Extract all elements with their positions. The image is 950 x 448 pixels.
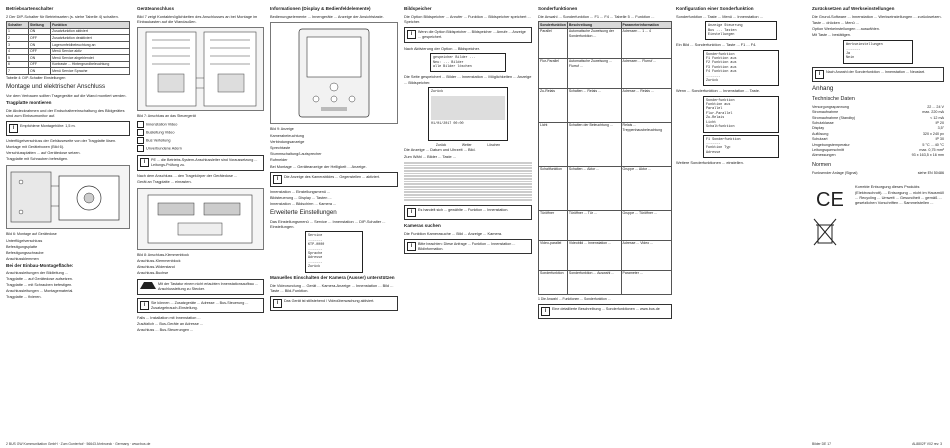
table-caption: Tabelle 4: DIP-Schalter Einstellungen [6, 75, 66, 80]
spec-label: Leitungsquerschnitt [812, 148, 844, 153]
display-line: Funktion aus [706, 103, 731, 108]
menu-line: ------- [308, 247, 323, 252]
tech-title: Technische Daten [812, 95, 855, 102]
list-item: Montage mit Geräteboxen (Bild 6). [6, 145, 65, 150]
body-text: Bedienungselemente ... Innengeräte ... Anzeige der Ansichtstaste. [270, 14, 384, 19]
table-row [539, 88, 672, 122]
cell: Lagerumfeldbeleuchtung an [51, 41, 130, 48]
info-box [538, 304, 672, 319]
cell: Adressen ... 1 ... 4 [621, 28, 671, 58]
table-row [7, 28, 130, 35]
next-label: Weiter [461, 142, 472, 147]
ce-mark-icon [812, 184, 852, 212]
section-heading: Sonderfunktionen [538, 6, 578, 11]
display-line: gespeicher Bilder ... [433, 56, 476, 61]
section-title: Erweiterte Einstellungen [270, 209, 337, 216]
info-icon: i [407, 30, 416, 39]
display-line: Zurück [706, 79, 719, 84]
spec-label: Abmessungen [812, 153, 836, 158]
cell: Gruppe ... Aktor ... [621, 166, 671, 210]
cell: Adresse ... Relais ... [621, 88, 671, 122]
cell: Parallel [539, 28, 568, 58]
table-footnote: 1 Die Anwahl ... Funktionen ... Sonderfunktion ... [538, 296, 611, 301]
display-line: Nein [846, 56, 855, 61]
dip-table [6, 21, 130, 75]
cell: 1 [7, 28, 29, 35]
info-text: PE ... die Betriebs-System-Anschlussleiter sind Voraussetzung ... Leitungs-Prüfung zu. [151, 158, 258, 167]
legend-label: Bus Verteilung [146, 138, 171, 143]
list-item: Zusätzlich ... Bus-Geräte an Adresse ... [137, 322, 204, 327]
spec-value: max. 220 mA [922, 110, 944, 115]
cell: 4 [7, 48, 29, 55]
cell: Parameter ... [621, 270, 671, 294]
cell: Adresse ... Video ... [621, 240, 671, 270]
display-line: F4 Funktion aus [706, 70, 737, 75]
subsection-heading: Kameras suchen [404, 222, 441, 228]
annex-title: Anhang [812, 84, 834, 92]
column-6 [676, 6, 806, 442]
legend-item [137, 137, 264, 144]
info-box [137, 298, 264, 314]
column-5 [538, 6, 672, 442]
figure-caption: Bild 8: Anschluss-Klemmenblock [137, 252, 189, 257]
legend-item: Rufmelder [270, 157, 288, 162]
cell: ON [29, 55, 51, 62]
crossed-bin-icon [812, 217, 838, 247]
list-item: Anschlussleitungen der Bildleitung ... [6, 270, 69, 275]
cell: Zusatzfunktion deaktiviert [51, 35, 130, 42]
legend-item: Anschlussklemmen [6, 256, 39, 261]
spec-label: Display [812, 126, 825, 131]
mounting-figure [6, 165, 130, 229]
display-line: Zurück [431, 89, 444, 94]
display-line: Schaltfunktion [706, 125, 735, 130]
intro-text: 2 Der DIP-Schalter für Betriebsarten (s. siehe Tabelle 4) schalten. [6, 14, 119, 19]
section-heading: Konfiguration einer Sonderfunktion [676, 6, 754, 11]
legend-item: Anschluss-Klemmenblock [137, 259, 181, 264]
display-line: F2 Funktion aus [706, 61, 737, 66]
text-block [404, 162, 532, 202]
svg-text:CE: CE [816, 189, 844, 212]
indoor-station-icon [137, 121, 144, 128]
cell: Gruppe ... Türöffner ... [621, 210, 671, 240]
body-text: Die Grund-Software ... Innenstation ... Werkseinstellungen ... zurücksetzen. [812, 14, 942, 19]
info-box [812, 67, 944, 82]
spec-label: Schutzklasse [812, 121, 834, 126]
cell: Türöffner ... Tür ... [567, 210, 621, 240]
spec-value: siehe EN 50486 [917, 170, 944, 175]
table-row [539, 270, 672, 294]
cell: Automatische Zuweisung der Sonderfunktion ... [567, 28, 621, 58]
display-line: Neu: ... Bilder [433, 60, 464, 65]
specs-list [812, 105, 944, 159]
legend-item: Abschluss-Widerstand [137, 265, 175, 270]
display-line: F1 Sonderfunktion [706, 137, 741, 142]
figure-caption: Bild 7: Anschluss an das Steuergerät [137, 114, 196, 119]
cell: Schalten ... Aktor ... [567, 166, 621, 210]
spec-label: Auflösung [812, 131, 829, 136]
info-icon: i [815, 70, 824, 79]
list-item: Option Werkeinstellungen ... auswählen. [812, 27, 880, 32]
column-1 [6, 6, 130, 444]
cell: Schaltfunktion [539, 166, 568, 210]
figure-caption: Bild 9: Anzeige [270, 127, 294, 132]
warning-text: Mit der Tastatur einem nicht erlaubten Innenstationsaufbau ... Anschlussleitung zu Stecker. [158, 282, 258, 291]
spec-label: Stromaufnahme (Standby) [812, 115, 856, 120]
list-item: Innenstation ... Einstellungsmenü ... [270, 190, 331, 194]
cell: OFF [29, 61, 51, 68]
spec-value: IP 20 [935, 121, 944, 126]
special-functions-table [538, 21, 672, 295]
legend-item [137, 145, 264, 152]
body-text: Das Einstellungsmenü ... Service ... Innenstation ... DIP-Schalter ... Einstellungen. [270, 219, 386, 230]
table-row [539, 28, 672, 58]
display-line: Parallel [706, 107, 723, 112]
info-icon: i [273, 299, 282, 308]
menu-line: Sprache [308, 252, 323, 257]
info-icon: i [407, 208, 416, 217]
page-footer-left: 2 BUS GW Kommunikation GmbH · Zum Gunterhof · 56643 Ahrbrueck · Germany · www.bus.de [6, 442, 151, 446]
list-item: Nach dem Anschluss ... den Tragekörper der Gerätedose ... [137, 173, 238, 178]
reset-display [843, 40, 913, 64]
body-text: Nach Aktivierung der Option ... Bildspeicher. [404, 46, 480, 51]
section-heading: Bildspeicher [404, 6, 432, 11]
section-title: Montage und elektrischer Anschluss [6, 82, 106, 90]
menu-line: Adresse [308, 256, 323, 261]
display-line: F1 Funktion aus [706, 57, 737, 62]
info-box [6, 121, 130, 136]
settings-display [705, 21, 777, 40]
cell: Menü Service abgeblendet [51, 55, 130, 62]
info-box [404, 239, 532, 255]
display-line: Funktion Typ [706, 146, 731, 151]
legend-item: Sprechtaste [270, 145, 291, 150]
info-box [137, 155, 264, 171]
menu-line: Service [308, 234, 323, 239]
body-text: Weitere Sonderfunktionen ... einstellen. [676, 160, 744, 166]
table-row [539, 122, 672, 166]
cell: 6 [7, 61, 29, 68]
table-row [539, 240, 672, 270]
list-item: Mit Taste ... bestätigen. [812, 33, 851, 38]
cell: Türöffner [539, 210, 568, 240]
stored-image-display [428, 87, 508, 141]
cell: Flur-Parallel [539, 58, 568, 88]
cell: Video-parallel [539, 240, 568, 270]
warning-box [137, 279, 264, 295]
function-select-display [703, 96, 779, 133]
body-text: Bild 7 zeigt Kontaktmöglichkeiten des Anschlusses an bei Montage im Einbaukasten auf die Wandaußen. [137, 14, 258, 25]
info-icon: i [140, 158, 149, 167]
column-4 [404, 6, 532, 442]
cell: 7 [7, 68, 29, 75]
info-icon: i [9, 124, 18, 133]
body-text: Vor dem Verbauen sollten Tragegeräte auf die Wand montiert werden. [6, 92, 127, 98]
cell: 5 [7, 55, 29, 62]
display-line: Zu-Relais [706, 116, 725, 121]
legend-item: Kamerabeleuchtung [270, 133, 304, 138]
cell: ON [29, 41, 51, 48]
legend-item: Anschluss-Buchse [137, 271, 169, 276]
bus-distribution-icon [137, 137, 144, 144]
cell: Schalten der Beleuchtung ... [567, 122, 621, 166]
column-7 [812, 6, 944, 442]
function-detail-display [703, 135, 779, 159]
unconnected-wire-icon [137, 145, 144, 152]
legend-item: Befestigungsplatte [6, 244, 38, 249]
info-text: Eine detaillierte Beschreibung ... Sonderfunktionen ... www.bus.de [552, 307, 660, 312]
display-line: Einstellungen [708, 33, 735, 38]
spec-label: Umgebungstemperatur [812, 142, 850, 147]
display-line: Ja [846, 52, 851, 57]
table-row [7, 55, 130, 62]
cell: Relais ... Treppenhausbeleuchtung [621, 122, 671, 166]
device-figure [270, 22, 398, 124]
list-item: Tragplatte ... fixieren. [6, 294, 42, 299]
column-3 [270, 6, 398, 442]
body-text: Die Videorundung ... Gerät ... Kamera-Anzeige ... Innenstation ... Bild ... Taste ... Bild-Funktion. [270, 282, 394, 293]
table-row [7, 48, 130, 55]
spec-value: IP 30 [935, 137, 944, 142]
section-heading: Betriebsartenschalter [6, 6, 54, 11]
spec-label: Schutzart [812, 137, 828, 142]
cell: Schalten ... Relais ... [567, 88, 621, 122]
legend-item: Stummschaltung/Lautsprecher [270, 151, 322, 156]
subsection-heading: Bei der Einbau-Montagefläche: [6, 262, 74, 268]
norms-title: Normen [812, 161, 832, 168]
spec-value: 3,5" [937, 126, 944, 131]
info-box [404, 27, 532, 43]
display-line: Licht [706, 120, 717, 125]
display-line: Anzeige Steuerung [708, 24, 743, 29]
list-item: Innenstation ... Bildschirm ... Kamera ... [270, 202, 337, 206]
back-label: Zurück [435, 142, 447, 147]
list-item: Tragplatte ... mit Schrauben befestigen. [6, 282, 73, 287]
table-row [539, 58, 672, 88]
section-heading: Informationen (Display & Bedienfeldelemente) [270, 6, 371, 11]
list-item: Bildsteuerung ... Display ... Tasten ... [270, 196, 332, 200]
cell: Automatische Zuweisung ... Flurruf ... [567, 58, 621, 88]
disposal-section [812, 184, 944, 252]
info-icon: i [140, 301, 149, 310]
body-text: Die Seite gespeichert ... Bilder ... Innenstation ... Möglichkeiten ... Anzeige ... Bildspeicher. [404, 74, 532, 85]
info-text: Das Gerät ist stillstehend / Videoüberwachung aktiviert. [284, 299, 375, 304]
service-menu-display [305, 231, 363, 272]
cell: Zusatzfunktion aktiviert [51, 28, 130, 35]
table-header: Parameterinformation [621, 22, 671, 29]
page-footer-center: Bilder DE 17 [812, 442, 832, 446]
cell: Zu-Relais [539, 88, 568, 122]
cell: 2 [7, 35, 29, 42]
legend-item [137, 121, 264, 128]
disposal-text: Korrekte Entsorgung dieses Produkts (Elektroschrott). ... Entsorgung ... nicht im Hausmüll ... Recycling ... Umwelt ... Gesundheit ... gemäß ... gesetzlichen Vorschriften ... Sammelstellen ... [855, 184, 944, 205]
subsection-heading: Manuelles Einschalten der Kamera (Ausser) unterstützen [270, 274, 395, 280]
column-2 [137, 6, 264, 442]
info-text: Nach Anwahl der Sonderfunktion ... Innenstation ... Neustart. [826, 69, 926, 74]
table-row [7, 35, 130, 42]
section-heading: Geräteanschluss [137, 6, 175, 11]
display-line: Werkseinstellungen [846, 43, 883, 48]
info-text: Es handelt sich ... gewählte ... Funktion ... Innenstation. [418, 207, 509, 212]
terminal-figure [137, 188, 264, 250]
terminal-illustration [138, 189, 263, 249]
spec-label: Versorgungsspannung [812, 104, 849, 109]
table-row [539, 210, 672, 240]
table-header: Schalter [7, 22, 29, 29]
display-line: F3 Funktion aus [706, 65, 737, 70]
disposal-icons [812, 184, 852, 252]
table-row [7, 61, 130, 68]
display-line: Sonderfunktion [706, 52, 735, 57]
list-item: Verschlussplatten ... auf Gerätedose setzen. [6, 151, 81, 156]
display-line: ------- [846, 47, 861, 52]
list-item: Anschluss ... Bus-Steuerungen ... [137, 328, 194, 333]
spec-value: max. 0,75 mm² [919, 148, 944, 153]
list-item: Unterflügelverschluss der Gehäuseseite von der Tragplatte lösen. [6, 139, 117, 144]
display-line: ------- [706, 141, 721, 146]
list-item: Falls ... Installation mit Innenstation ... [137, 316, 201, 321]
table-header: Sonderfunktion [540, 22, 566, 27]
info-icon: i [273, 175, 282, 184]
mounting-illustration [7, 166, 129, 228]
image-memory-display [430, 53, 506, 72]
cell: Sonderfunktion [539, 270, 568, 294]
table-row [539, 166, 672, 210]
delete-label: Löschen [487, 142, 501, 147]
display-timestamp: 01/01/2017 00:00 [431, 122, 464, 127]
list-item: Taste ... drücken ... Menü ... [812, 21, 859, 26]
cell: ON [29, 68, 51, 75]
cell: OFF [29, 48, 51, 55]
wiring-diagram [138, 28, 263, 110]
cell: Adressen ... Flurruf ... [621, 58, 671, 88]
bus-line-icon [137, 129, 144, 136]
table-header: Funktion [51, 22, 130, 29]
body-text: Die Abdeckrahmen und der Endschaltereinschaltung des Bildgerätes sind zum Einbaumonitor auf. [6, 107, 125, 118]
list-item: Tragplatte mit Schrauben befestigen. [6, 157, 69, 162]
display-line: Bus ... Tasten [708, 28, 737, 33]
table-header: Stellung [29, 22, 51, 29]
spec-label: Stromaufnahme [812, 110, 839, 115]
info-text: Bitte beachten: Diese Anfrage ... Funktion ... Innenstation ... Bildinformation. [418, 241, 516, 251]
info-text: Empfohlene Montagehöhe: 1,5 m. [20, 124, 76, 129]
spec-value: < 12 mA [930, 115, 944, 120]
legend-label: Unverbundene Adern [146, 146, 182, 151]
body-text: Sonderfunktion ... Taste ... Menü ... Innenstation ... [676, 14, 763, 19]
wiring-figure [137, 27, 264, 111]
info-icon: i [407, 242, 416, 251]
body-text: Zum Wähl ... Bilder ... Taste ... [404, 154, 457, 160]
cell: Menü Service aktiv [51, 48, 130, 55]
page-footer-right: AL8802F V02 rev. 3 [912, 442, 942, 446]
cell: Kontraste ... Hintergrundbeleuchtung [51, 61, 130, 68]
display-line: Flur-Parallel [706, 111, 733, 116]
table-row [7, 41, 130, 48]
body-text: Bei Montage ... Geräteanzeige der Helligkeit ... Anzeige. [270, 163, 367, 169]
spec-value: 93 x 163,5 x 16 mm [911, 153, 944, 158]
body-text: Die Funktion Kamerasuche ... Bild ... Anzeige ... Kamera. [404, 230, 503, 236]
body-text: Ein Bild ... Sonderfunktion ... Taste ... F1 ... F4. [676, 42, 757, 48]
list-item: Tragplatte ... auf Gerätedose aufsetzen. [6, 276, 73, 281]
spec-row [812, 171, 944, 176]
menu-line: ------- [308, 238, 323, 243]
info-box [270, 172, 398, 187]
cell: Videobild ... Innenstation ... [567, 240, 621, 270]
cell: OFF [29, 35, 51, 42]
info-box [404, 205, 532, 220]
body-text: Die Option Bildspeicher ... Anrufer ... Funktion ... Bildspeicher speichert ... Speicher. [404, 14, 531, 25]
info-icon: i [541, 307, 550, 316]
spec-value: 5 °C ... 40 °C [922, 142, 944, 147]
legend-item [137, 129, 264, 136]
spec-value: 22 ... 24 V [927, 104, 944, 109]
table-row [7, 68, 130, 75]
body-text: Die Anwahl ... Sonderfunktion ... F1 ... F4 ... Tabelle 5 ... Funktion ... [538, 14, 655, 19]
table-header: Beschreibung [567, 22, 621, 29]
display-line: ------- [706, 74, 721, 79]
menu-line: ------- [308, 260, 323, 265]
info-text: Sie können ... Zusatzgeräte ... Adresse ... Bus-Steuerung ... Zusatzgebrauch-Einstellung. [151, 300, 249, 310]
function-list-display [703, 50, 779, 87]
list-item: Anschlussleitungen ... Montagematerial. [6, 288, 74, 293]
cell: Sonderfunktion ... Auswahl ... [567, 270, 621, 294]
cell: ON [29, 28, 51, 35]
list-item: Gerät an Tragplatte ... einrasten. [137, 179, 192, 184]
display-line: alle Bilder löschen [433, 65, 472, 70]
info-text: Wenn die Option Bildspeicher ... Bildspeicher ... Anrufe ... Anzeige ... gespeichert. [418, 30, 526, 40]
section-heading: Zurücksetzen auf Werkseinstellungen [812, 6, 895, 11]
legend-item: Unterflügelverschluss [6, 238, 43, 243]
legend-label: Innenstation Video [146, 122, 178, 127]
legend-item: Verbindungsanzeige [270, 139, 305, 144]
figure-caption: Bild 6: Montage auf Gerätedose [6, 232, 57, 237]
cell: 3 [7, 41, 29, 48]
menu-line: Zurück [308, 265, 321, 270]
camera-image [431, 96, 505, 120]
spec-row [812, 153, 944, 158]
display-line: Sonderfunktion [706, 98, 735, 103]
spec-label: Funksender Anlage (Signal) [812, 170, 858, 175]
legend-item: Befestigungsschraube [6, 250, 44, 255]
body-text: Die Anzeige ... Datum und Uhrzeit ... Bild. [404, 147, 476, 153]
device-illustration [271, 23, 397, 123]
legend-label: Busleitung Video [146, 130, 175, 135]
spec-value: 320 x 240 px [922, 131, 944, 136]
info-box [270, 296, 398, 311]
subsection-heading: Tragplatte montieren [6, 99, 52, 105]
menu-line: KTP-0000 [308, 243, 325, 248]
cell: Menü Service Sprache [51, 68, 130, 75]
info-text: Die Anzeige des Kamerabildes ... Gegenstellen ... aktiviert. [284, 175, 380, 179]
cell: Licht [539, 122, 568, 166]
body-text: Wenn ... Sonderfunktion ... Innenstation ... Taste. [676, 88, 760, 94]
warning-icon [140, 282, 156, 289]
display-line: Adresse [706, 150, 721, 155]
